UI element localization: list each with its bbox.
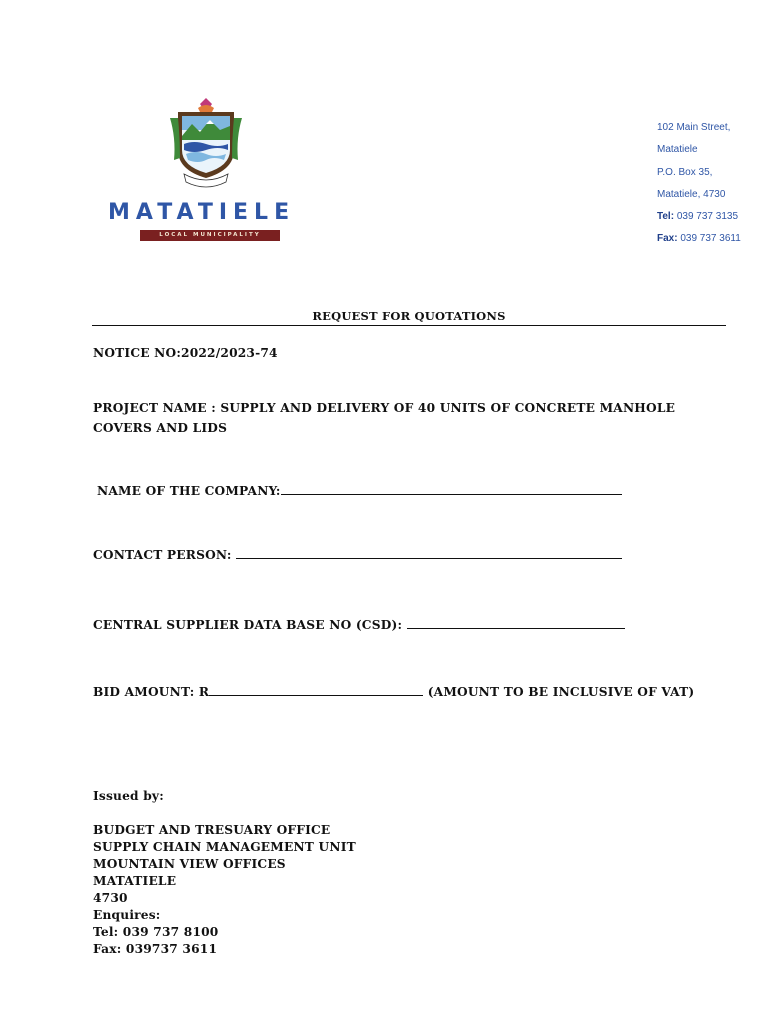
address-line-town: Matatiele (657, 144, 698, 156)
bid-amount-field[interactable] (209, 684, 423, 696)
tel-value: 039 737 3135 (676, 211, 738, 223)
document-title: REQUEST FOR QUOTATIONS (312, 309, 506, 323)
issuer-line: BUDGET AND TRESUARY OFFICE (93, 823, 331, 837)
contact-person-label: CONTACT PERSON: (93, 548, 232, 562)
company-name-field[interactable] (281, 483, 622, 495)
company-name-label: NAME OF THE COMPANY: (97, 484, 281, 498)
bid-amount-note: (AMOUNT TO BE INCLUSIVE OF VAT) (427, 685, 695, 699)
address-block (657, 121, 767, 255)
issuer-line: SUPPLY CHAIN MANAGEMENT UNIT (93, 840, 356, 854)
project-name: PROJECT NAME : SUPPLY AND DELIVERY OF 40 UNITS OF CONCRETE MANHOLE COVERS AND LIDS (93, 401, 676, 435)
issuer-line: MOUNTAIN VIEW OFFICES (93, 857, 286, 871)
contact-person-row (93, 547, 622, 562)
municipal-crest-logo (168, 98, 244, 190)
brand-tagline: LOCAL MUNICIPALITY (140, 230, 280, 241)
issuer-line: MATATIELE (93, 874, 177, 888)
issuer-line: Fax: 039737 3611 (93, 942, 218, 956)
address-line-pobox: P.O. Box 35, (657, 166, 713, 178)
issued-by-label: Issued by: (93, 789, 164, 803)
issuer-line: Tel: 039 737 8100 (93, 925, 219, 939)
address-line-postcode: Matatiele, 4730 (657, 188, 726, 200)
issuer-block (93, 822, 356, 958)
csd-row (93, 617, 625, 632)
issuer-line: 4730 (93, 891, 128, 905)
fax-label: Fax: (657, 233, 678, 245)
address-fax (657, 232, 767, 254)
tel-label: Tel: (657, 211, 675, 223)
address-line-street: 102 Main Street, (657, 122, 731, 133)
notice-number: NOTICE NO:2022/2023-74 (93, 346, 278, 360)
csd-label: CENTRAL SUPPLIER DATA BASE NO (CSD): (93, 618, 403, 632)
issuer-line: Enquires: (93, 908, 161, 922)
bid-amount-row (93, 684, 694, 699)
brand-name: MATATIELE (108, 200, 296, 225)
company-name-row (97, 483, 622, 498)
address-tel (657, 210, 767, 232)
bid-amount-label: BID AMOUNT: R (93, 685, 210, 699)
fax-value: 039 737 3611 (680, 233, 741, 245)
title-divider (92, 325, 726, 326)
csd-number-field[interactable] (407, 617, 625, 629)
contact-person-field[interactable] (236, 547, 622, 559)
